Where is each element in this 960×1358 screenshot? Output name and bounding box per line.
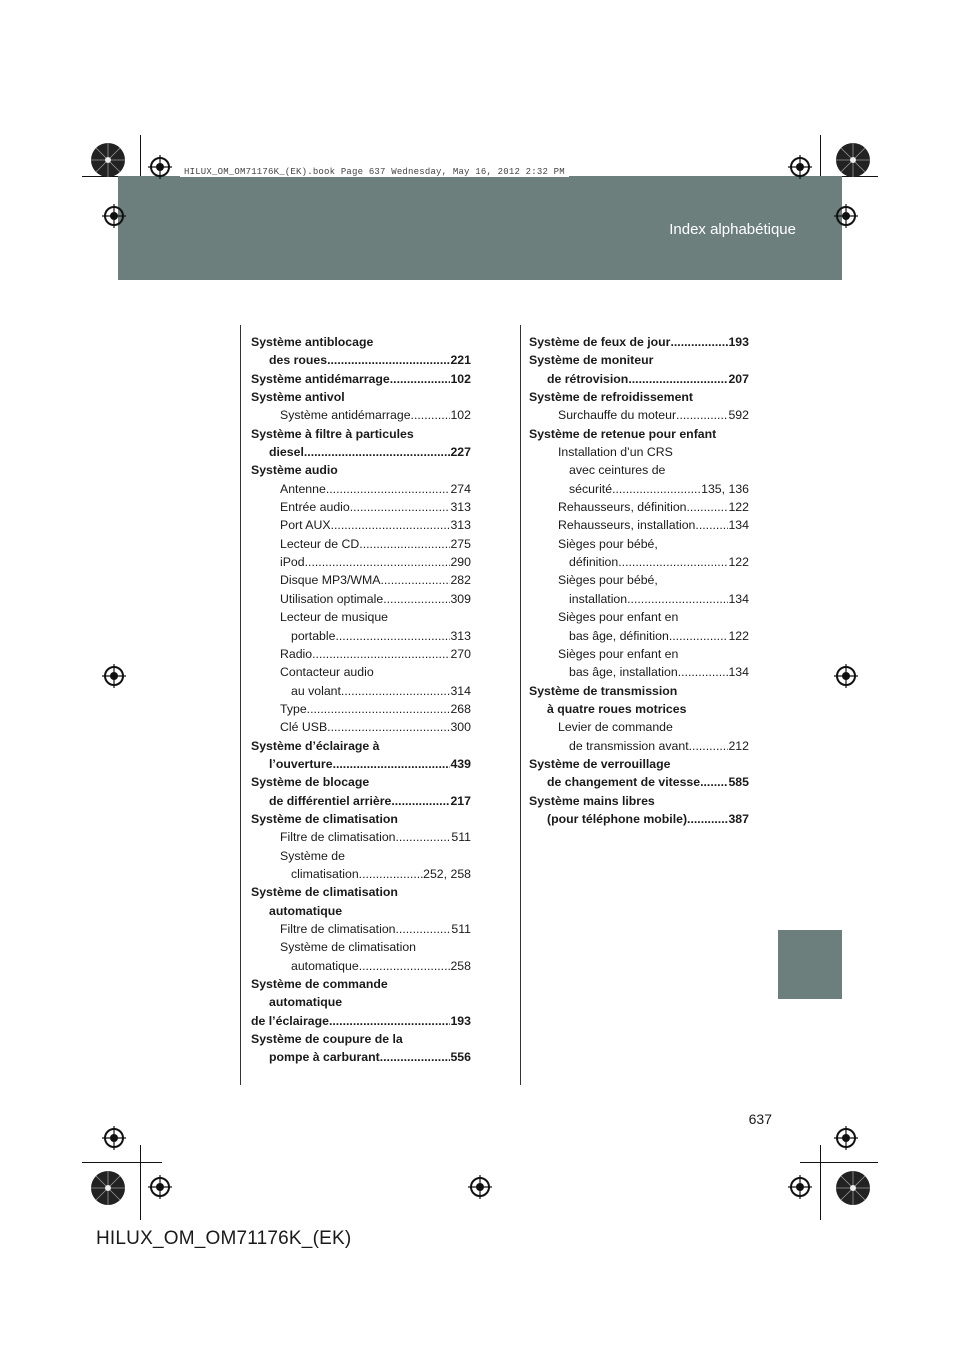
index-entry-label: Système de retenue pour enfant [529,426,717,441]
index-entry [251,938,471,956]
index-entry-page: 313 [450,518,471,533]
dot-leader [333,755,451,773]
registration-mark-icon [834,204,858,228]
index-entry-label: Clé USB [280,720,328,735]
dot-leader [327,718,450,736]
dot-leader [327,351,450,369]
index-entry-page: 290 [450,555,471,570]
index-entry [251,1030,471,1048]
index-entry-page: 592 [728,408,749,423]
index-entry [251,975,471,993]
index-entry-page: 102 [450,408,471,423]
index-entry [251,737,471,755]
index-entry-page: 193 [728,335,749,349]
registration-mark-icon [148,1175,172,1199]
index-entry-page: 313 [450,628,471,643]
dot-leader [359,535,450,553]
index-entry-label: automatique [291,958,359,973]
index-entry [251,351,471,369]
index-entry [251,480,471,498]
index-column-right [529,333,749,828]
index-entry-label: Système mains libres [529,793,655,808]
dot-leader [612,480,701,498]
index-entry [251,682,471,700]
index-entry [251,370,471,388]
starburst-mark-icon [90,142,126,178]
index-entry [251,571,471,589]
index-entry-label: sécurité [569,481,613,496]
column-rule-middle [520,325,521,1085]
index-entry-page: 387 [728,811,749,826]
index-entry-label: Sièges pour enfant en [558,610,679,625]
starburst-mark-icon [90,1170,126,1206]
index-entry-label: Système d’éclairage à [251,738,380,753]
registration-mark-icon [788,155,812,179]
index-entry [529,792,749,810]
index-entry-label: Sièges pour enfant en [558,646,679,661]
dot-leader [678,663,729,681]
index-entry [251,516,471,534]
index-entry [251,590,471,608]
dot-leader [359,957,451,975]
index-entry-label: Installation d’un CRS [558,445,673,460]
index-entry [251,883,471,901]
index-entry-label: Entrée audio [280,500,350,515]
index-entry [529,571,749,589]
registration-mark-icon [788,1175,812,1199]
index-entry [251,333,471,351]
registration-mark-icon [102,1126,126,1150]
index-column-left [251,333,471,1067]
index-entry [529,406,749,424]
index-entry [251,425,471,443]
index-entry-label: Filtre de climatisation [280,830,396,845]
dot-leader [326,480,451,498]
index-entry-label: Rehausseurs, installation [558,518,696,533]
index-entry-label: bas âge, définition [569,628,669,643]
index-entry-label: bas âge, installation [569,665,678,680]
index-entry-page: 217 [450,793,471,808]
index-entry-label: climatisation [291,866,359,881]
index-entry-page: 258 [450,958,471,973]
index-entry [529,737,749,755]
index-entry-label: Système de refroidissement [529,390,694,405]
index-entry-label: automatique [269,903,343,918]
thumb-tab [778,930,842,999]
index-entry-label: Système de climatisation [280,940,417,955]
index-entry [529,480,749,498]
index-entry-label: Contacteur audio [280,665,374,680]
index-entry-page: 585 [728,775,749,790]
index-entry [529,718,749,736]
index-entry-label: Système de moniteur [529,353,654,368]
dot-leader [383,590,450,608]
index-entry [251,535,471,553]
index-entry [529,498,749,516]
index-entry-label: définition [569,555,619,570]
dot-leader [350,498,451,516]
index-entry [529,351,749,369]
dot-leader [341,682,451,700]
index-entry-label: de différentiel arrière [269,793,392,808]
index-entry-page: 122 [728,500,749,515]
index-entry-label: diesel [269,445,304,460]
index-entry-label: l’ouverture [269,756,333,771]
index-entry-page: 212 [728,738,749,753]
index-entry [529,810,749,828]
dot-leader [618,553,728,571]
dot-leader [380,1048,451,1066]
dot-leader [411,406,451,424]
section-title: Index alphabétique [669,221,796,238]
index-entry-label: Système de climatisation [251,811,398,826]
index-entry-label: Antenne [280,481,326,496]
dot-leader [329,1012,451,1030]
index-entry [529,553,749,571]
index-entry-page: 268 [450,701,471,716]
dot-leader [676,406,728,424]
index-entry [529,535,749,553]
index-entry-label: Système de blocage [251,775,370,790]
dot-leader [396,920,452,938]
index-entry-label: Système antivol [251,390,345,405]
dot-leader [307,700,451,718]
index-entry [251,1012,471,1030]
index-entry-page: 556 [450,1050,471,1065]
index-entry [529,370,749,388]
index-entry-label: Radio [280,646,313,661]
dot-leader [695,516,728,534]
index-entry [251,828,471,846]
index-entry-page: 274 [450,481,471,496]
dot-leader [359,865,423,883]
index-entry [251,755,471,773]
index-entry [529,773,749,791]
index-entry-page: 122 [728,628,749,643]
index-entry [529,645,749,663]
index-entry-label: Levier de commande [558,720,673,735]
index-entry-label: Système antiblocage [251,335,374,349]
index-entry-label: Système de commande [251,977,388,992]
index-entry-page: 511 [451,922,471,936]
index-entry-page: 134 [728,591,749,606]
index-entry-page: 207 [728,371,749,386]
index-entry-label: des roues [269,353,328,368]
dot-leader [628,370,728,388]
index-entry-page: 221 [450,353,471,368]
index-entry-label: Système à filtre à particules [251,426,414,441]
index-entry-label: Disque MP3/WMA [280,573,381,588]
print-info: HILUX_OM_OM71176K_(EK).book Page 637 Wednesday, May 16, 2012 2:32 PM [180,167,569,177]
index-entry [251,902,471,920]
index-entry [251,553,471,571]
index-entry-page: 134 [728,518,749,533]
index-entry [251,865,471,883]
index-entry-page: 314 [450,683,471,698]
index-entry [251,1048,471,1066]
index-entry [251,498,471,516]
header-band [118,176,842,280]
index-entry-label: pompe à carburant [269,1050,380,1065]
index-entry [251,993,471,1011]
index-entry [529,333,749,351]
index-entry-label: iPod [280,555,305,570]
index-entry-label: Système de verrouillage [529,756,671,771]
dot-leader [700,773,728,791]
index-entry-label: Système antidémarrage [251,371,390,386]
index-entry-label: Utilisation optimale [280,591,384,606]
index-entry-label: de rétrovision [547,371,629,386]
index-entry-page: 134 [728,665,749,680]
dot-leader [304,443,451,461]
index-entry-label: avec ceintures de [569,463,666,478]
dot-leader [391,792,450,810]
index-entry-label: Système de [280,848,345,863]
index-entry-label: Sièges pour bébé, [558,573,658,588]
index-entry-label: Lecteur de musique [280,610,389,625]
index-entry-label: à quatre roues motrices [547,701,687,716]
trim-line [140,1145,141,1220]
dot-leader [312,645,450,663]
index-entry-label: (pour téléphone mobile) [547,811,688,826]
dot-leader [687,810,728,828]
index-entry-label: de changement de vitesse [547,775,701,790]
dot-leader [390,370,451,388]
index-entry-page: 309 [450,591,471,606]
index-entry [251,847,471,865]
index-entry [251,773,471,791]
index-entry-label: Système audio [251,463,338,478]
registration-mark-icon [468,1175,492,1199]
dot-leader [670,333,728,351]
dot-leader [687,498,729,516]
index-entry [251,388,471,406]
index-entry-page: 193 [450,1013,471,1028]
registration-mark-icon [834,1126,858,1150]
registration-mark-icon [148,155,172,179]
index-entry-label: Rehausseurs, définition [558,500,687,515]
index-entry-page: 282 [450,573,471,588]
index-entry [529,755,749,773]
index-entry-label: Filtre de climatisation [280,922,396,936]
column-rule-left [240,325,241,1085]
dot-leader [335,627,450,645]
index-entry-label: Type [280,701,307,716]
index-entry-label: automatique [269,995,343,1010]
index-entry-label: Système de transmission [529,683,678,698]
index-entry-label: installation [569,591,628,606]
index-entry [251,920,471,938]
registration-mark-icon [102,664,126,688]
index-entry-page: 300 [450,720,471,735]
index-entry [251,608,471,626]
dot-leader [627,590,728,608]
index-entry [251,645,471,663]
index-entry [251,700,471,718]
dot-leader [331,516,451,534]
registration-mark-icon [102,204,126,228]
document-code: HILUX_OM_OM71176K_(EK) [96,1228,352,1249]
index-entry-label: Sièges pour bébé, [558,536,658,551]
index-entry-label: Port AUX [280,518,331,533]
index-entry [529,682,749,700]
index-entry [251,406,471,424]
index-entry-page: 313 [450,500,471,515]
index-entry-page: 511 [451,830,471,845]
index-entry-label: Système antidémarrage [280,408,411,423]
index-entry-label: au volant [291,683,341,698]
index-entry [251,627,471,645]
index-entry [529,663,749,681]
index-entry-label: portable [291,628,336,643]
index-entry-page: 270 [450,646,471,661]
index-entry [251,663,471,681]
index-entry [251,792,471,810]
index-entry [529,443,749,461]
index-entry [529,590,749,608]
index-entry-label: Système de coupure de la [251,1032,403,1047]
trim-line [820,1145,821,1220]
index-entry-page: 135, 136 [701,481,749,496]
index-entry [529,516,749,534]
index-entry [529,608,749,626]
index-entry-page: 227 [450,445,471,460]
dot-leader [396,828,452,846]
index-entry-page: 275 [450,536,471,551]
trim-line [800,1162,878,1163]
dot-leader [689,737,729,755]
page-number: 637 [748,1111,772,1127]
index-entry-label: de transmission avant [569,738,689,753]
starburst-mark-icon [835,142,871,178]
index-entry [251,810,471,828]
index-entry [251,443,471,461]
index-entry-page: 439 [450,756,471,771]
dot-leader [669,627,729,645]
index-entry-page: 252, 258 [423,866,471,881]
trim-line [82,1162,162,1163]
index-entry-label: Système de feux de jour [529,335,671,349]
index-entry [529,388,749,406]
dot-leader [305,553,451,571]
index-entry [251,461,471,479]
index-entry-label: de l’éclairage [251,1013,329,1028]
dot-leader [380,571,450,589]
starburst-mark-icon [835,1170,871,1206]
index-entry [529,425,749,443]
registration-mark-icon [834,664,858,688]
index-entry-label: Lecteur de CD [280,536,360,551]
index-entry-label: Surchauffe du moteur [558,408,677,423]
index-entry [529,700,749,718]
index-entry [251,718,471,736]
index-entry [251,957,471,975]
index-entry-page: 122 [728,555,749,570]
index-entry [529,461,749,479]
index-entry-page: 102 [450,371,471,386]
index-entry [529,627,749,645]
index-entry-label: Système de climatisation [251,885,398,900]
